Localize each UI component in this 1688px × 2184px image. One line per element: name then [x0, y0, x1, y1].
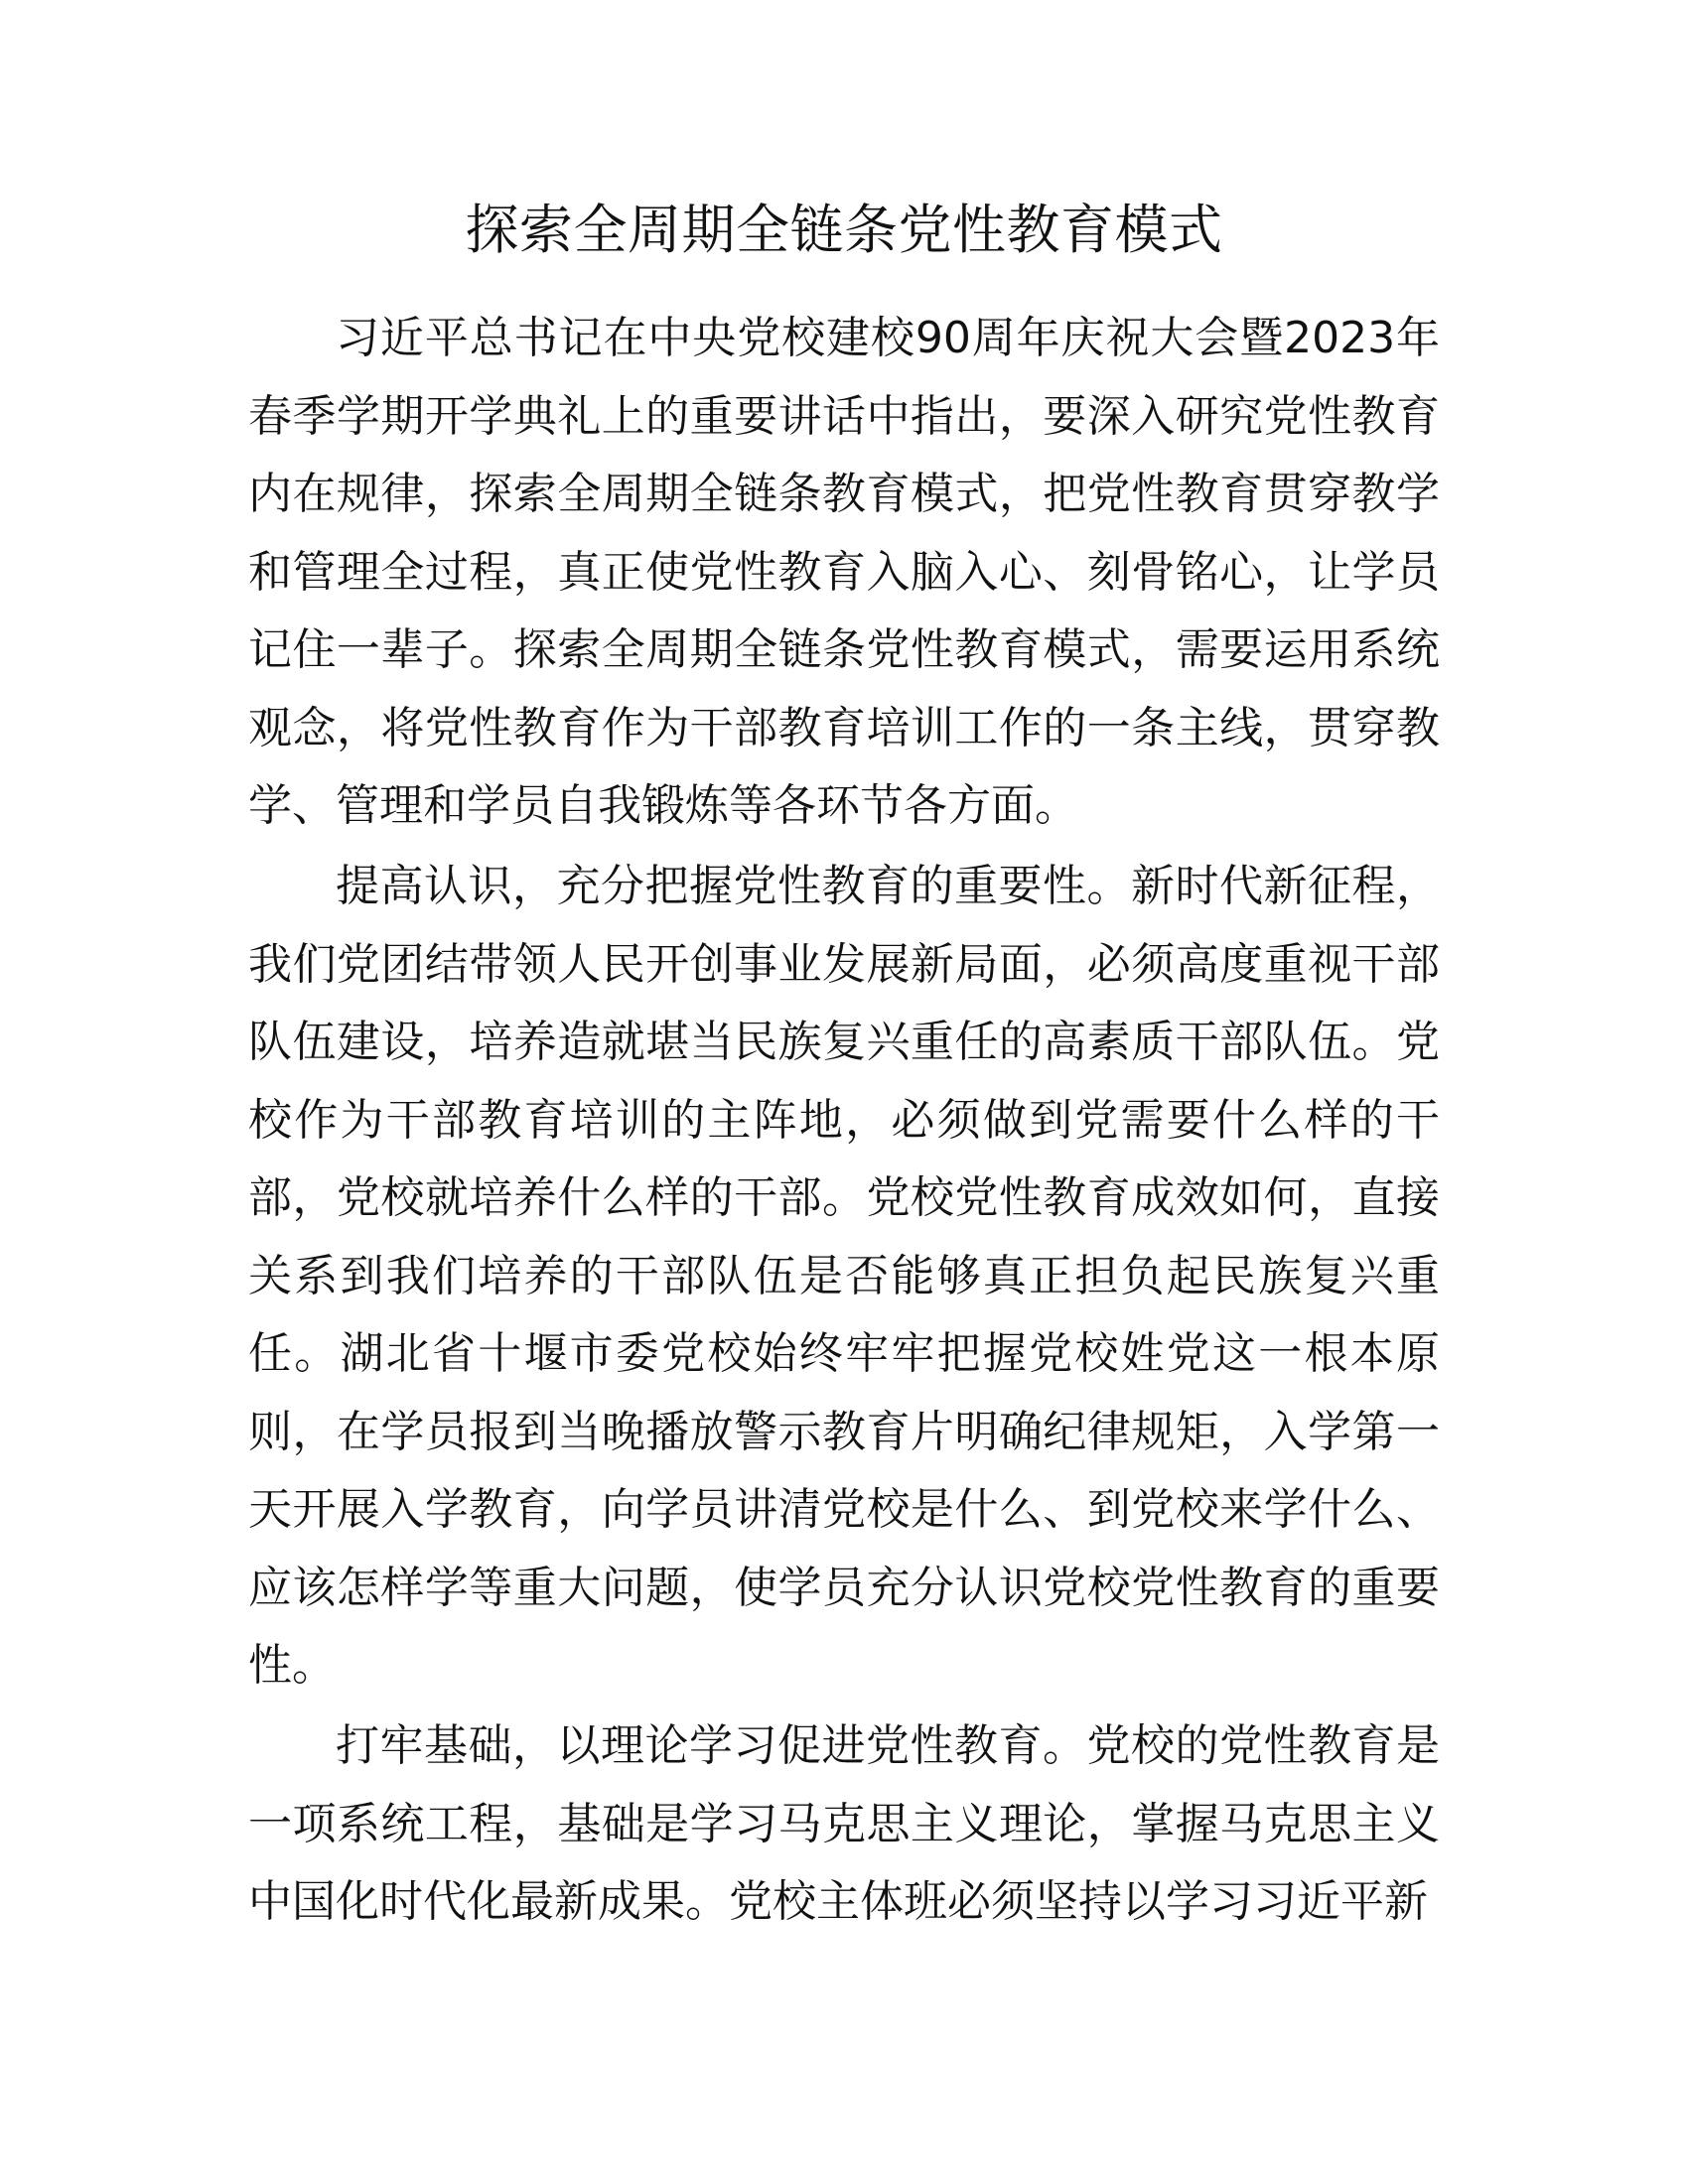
paragraph-1: 习近平总书记在中央党校建校90周年庆祝大会暨2023年春季学期开学典礼上的重要讲话中指出，要深入研究党性教育内在规律，探索全周期全链条教育模式，把党性教育贯穿教学和管理全过程，真正使党性教育入脑入心、刻骨铭心，让学员记住一辈子。探索全周期全链条党性教育模式，需要运用系统观念，将党性教育作为干部教育培训工作的一条主线，贯穿教学、管理和学员自我锻炼等各环节各方面。	[248, 313, 1440, 831]
paragraph-3: 打牢基础，以理论学习促进党性教育。党校的党性教育是一项系统工程，基础是学习马克思主义理论，掌握马克思主义中国化时代化最新成果。党校主体班必须坚持以学习习近平新	[248, 1720, 1440, 1927]
document-title: 探索全周期全链条党性教育模式	[465, 199, 1223, 261]
paragraph-2: 提高认识，充分把握党性教育的重要性。新时代新征程，我们党团结带领人民开创事业发展新局面，必须高度重视干部队伍建设，培养造就堪当民族复兴重任的高素质干部队伍。党校作为干部教育培训的主阵地，必须做到党需要什么样的干部，党校就培养什么样的干部。党校党性教育成效如何，直接关系到我们培养的干部队伍是否能够真正担负起民族复兴重任。湖北省十堰市委党校始终牢牢把握党校姓党这一根本原则，在学员报到当晚播放警示教育片明确纪律规矩，入学第一天开展入学教育，向学员讲清党校是什么、到党校来学什么、应该怎样学等重大问题，使学员充分认识党校党性教育的重要性。	[248, 861, 1440, 1691]
